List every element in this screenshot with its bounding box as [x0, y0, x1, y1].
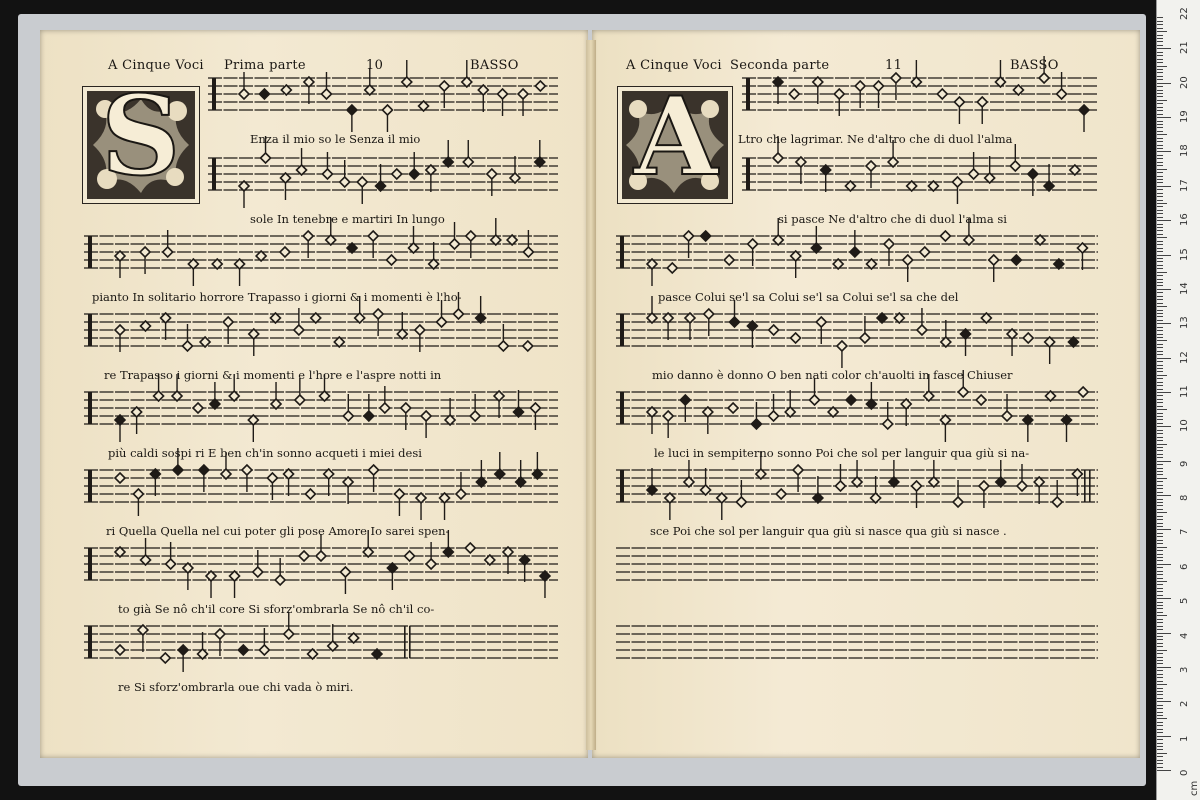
ruler-tick: [1157, 306, 1167, 307]
ruler-tick: [1157, 179, 1163, 180]
ruler-tick: [1157, 255, 1171, 256]
ruler-tick: [1157, 416, 1163, 417]
ruler-tick: [1157, 172, 1163, 173]
ruler-tick: [1157, 763, 1163, 764]
ruler-label: 1: [1179, 735, 1190, 742]
ruler-tick: [1157, 248, 1163, 249]
ruler-tick: [1157, 564, 1171, 565]
lyric-line: Enza il mio so le Senza il mio: [250, 132, 421, 146]
ruler-label: 17: [1179, 179, 1190, 192]
ruler-tick: [1157, 588, 1163, 589]
ruler-tick: [1157, 323, 1171, 324]
ruler-tick: [1157, 660, 1163, 661]
ruler-tick: [1157, 186, 1171, 187]
left-drop-cap-letter: S: [101, 71, 181, 200]
ruler-tick: [1157, 633, 1171, 634]
ruler-tick: [1157, 550, 1163, 551]
ruler-label: 0: [1179, 769, 1190, 776]
ruler-tick: [1157, 492, 1163, 493]
right-page-number: 11: [885, 58, 903, 73]
ruler-tick: [1157, 481, 1163, 482]
ruler-tick: [1157, 107, 1163, 108]
ruler-tick: [1157, 138, 1163, 139]
ruler-tick: [1157, 437, 1163, 438]
lyric-line: mio danno è donno O ben nati color ch'auolti in fasce Chiuser: [652, 368, 1013, 382]
ruler-tick: [1157, 21, 1163, 22]
ruler-tick: [1157, 602, 1163, 603]
staff: [742, 136, 1098, 204]
ruler-tick: [1157, 299, 1163, 300]
ruler-tick: [1157, 158, 1163, 159]
ruler-tick: [1157, 327, 1163, 328]
ruler-tick: [1157, 110, 1163, 111]
lyric-line: le luci in sempiterno sonno Poi che sol per languir qua giù si na-: [654, 446, 1030, 460]
ruler-tick: [1157, 93, 1163, 94]
ruler-tick: [1157, 502, 1163, 503]
ruler-tick: [1157, 237, 1167, 238]
right-header-title: A Cinque Voci: [626, 58, 722, 73]
ruler-tick: [1157, 96, 1163, 97]
ruler-tick: [1157, 674, 1163, 675]
ruler-label: 16: [1179, 213, 1190, 227]
ruler-tick: [1157, 365, 1163, 366]
ruler-tick: [1157, 244, 1163, 245]
ruler-tick: [1157, 334, 1163, 335]
ruler-tick: [1157, 368, 1163, 369]
ruler-tick: [1157, 330, 1163, 331]
ruler-tick: [1157, 316, 1163, 317]
ruler-tick: [1157, 261, 1163, 262]
ruler-tick: [1157, 79, 1163, 80]
ruler-tick: [1157, 670, 1163, 671]
ruler-tick: [1157, 361, 1163, 362]
ruler-tick: [1157, 351, 1163, 352]
ruler-tick: [1157, 629, 1163, 630]
ruler-tick: [1157, 344, 1163, 345]
ruler-tick: [1157, 770, 1171, 771]
ruler-tick: [1157, 203, 1167, 204]
ruler-tick: [1157, 430, 1163, 431]
ruler-tick: [1157, 677, 1163, 678]
ruler-tick: [1157, 499, 1163, 500]
ruler-tick: [1157, 663, 1163, 664]
ruler-tick: [1157, 35, 1163, 36]
staff: [84, 612, 558, 672]
ruler-tick: [1157, 608, 1163, 609]
ruler-tick: [1157, 485, 1163, 486]
ruler-tick: [1157, 736, 1171, 737]
ruler-tick: [1157, 189, 1163, 190]
ruler-tick: [1157, 474, 1163, 475]
ruler-tick: [1157, 131, 1163, 132]
staff: [742, 56, 1098, 132]
lyric-line: Ltro che lagrimar. Ne d'altro che di duol l'alma: [738, 132, 1013, 146]
ruler-tick: [1157, 145, 1163, 146]
lyric-line: re Trapasso i giorni & i momenti e l'hore e l'aspre notti in: [104, 368, 442, 382]
ruler-tick: [1157, 701, 1171, 702]
ruler-tick: [1157, 382, 1163, 383]
ruler-tick: [1157, 708, 1163, 709]
ruler-tick: [1157, 450, 1163, 451]
ruler-tick: [1157, 598, 1171, 599]
ruler-tick: [1157, 241, 1163, 242]
ruler-tick: [1157, 272, 1167, 273]
ruler-tick: [1157, 83, 1171, 84]
ruler-tick: [1157, 512, 1167, 513]
ruler-tick: [1157, 547, 1167, 548]
ruler-tick: [1157, 48, 1171, 49]
ruler-tick: [1157, 519, 1163, 520]
staff: [616, 626, 1098, 658]
ruler-tick: [1157, 385, 1163, 386]
ruler-tick: [1157, 206, 1163, 207]
ruler-tick: [1157, 639, 1163, 640]
ruler-tick: [1157, 55, 1163, 56]
lyric-line: si pasce Ne d'altro che di duol l'alma si: [778, 212, 1007, 226]
ruler-tick: [1157, 392, 1171, 393]
ruler-tick: [1157, 313, 1163, 314]
ruler-tick: [1157, 289, 1171, 290]
ruler-tick: [1157, 41, 1163, 42]
ruler-tick: [1157, 320, 1163, 321]
ruler-tick: [1157, 17, 1163, 18]
ruler-tick: [1157, 406, 1163, 407]
ruler-tick: [1157, 358, 1171, 359]
ruler-tick: [1157, 38, 1163, 39]
ruler-tick: [1157, 650, 1167, 651]
ruler-tick: [1157, 303, 1163, 304]
staff: [208, 60, 558, 132]
ruler-tick: [1157, 581, 1167, 582]
ruler-tick: [1157, 746, 1163, 747]
ruler-tick: [1157, 413, 1163, 414]
ruler-tick: [1157, 200, 1163, 201]
ruler-tick: [1157, 578, 1163, 579]
ruler-tick: [1157, 296, 1163, 297]
ruler-tick: [1157, 739, 1163, 740]
ruler-tick: [1157, 574, 1163, 575]
ruler-tick: [1157, 468, 1163, 469]
ruler-tick: [1157, 447, 1163, 448]
ruler-tick: [1157, 134, 1167, 135]
ruler-tick: [1157, 196, 1163, 197]
ruler-tick: [1157, 605, 1163, 606]
ruler-tick: [1157, 505, 1163, 506]
ruler-tick: [1157, 419, 1163, 420]
ruler-tick: [1157, 523, 1163, 524]
ruler-tick: [1157, 182, 1163, 183]
ruler-tick: [1157, 213, 1163, 214]
ruler-tick: [1157, 619, 1163, 620]
lyric-line: sole In tenebre e martiri In lungo: [250, 212, 445, 226]
lyric-line: più caldi sospi ri E ben ch'in sonno acqueti i miei desi: [108, 446, 422, 460]
ruler-tick: [1157, 612, 1163, 613]
ruler-tick: [1157, 148, 1163, 149]
left-page-number: 10: [366, 58, 384, 73]
ruler-tick: [1157, 543, 1163, 544]
ruler-tick: [1157, 533, 1163, 534]
ruler-tick: [1157, 224, 1163, 225]
ruler-tick: [1157, 141, 1163, 142]
ruler-tick: [1157, 347, 1163, 348]
ruler-tick: [1157, 292, 1163, 293]
ruler-tick: [1157, 626, 1163, 627]
ruler-tick: [1157, 464, 1163, 465]
ruler-label: 18: [1179, 144, 1190, 158]
ruler-tick: [1157, 310, 1163, 311]
staff: [616, 452, 1098, 520]
staff: [208, 136, 558, 208]
ruler-tick: [1157, 622, 1163, 623]
ruler-tick: [1157, 698, 1163, 699]
ruler-tick: [1157, 732, 1163, 733]
ruler-label: 9: [1179, 460, 1190, 467]
ruler-tick: [1157, 86, 1163, 87]
ruler-label: 12: [1179, 350, 1190, 364]
ruler-tick: [1157, 114, 1163, 115]
ruler-tick: [1157, 749, 1163, 750]
ruler-tick: [1157, 165, 1163, 166]
left-header-title: A Cinque Voci: [108, 58, 204, 73]
left-header-part: Prima parte: [224, 58, 306, 73]
ruler-tick: [1157, 371, 1163, 372]
ruler-tick: [1157, 69, 1163, 70]
left-header-voice: BASSO: [470, 58, 519, 73]
ruler-tick: [1157, 440, 1163, 441]
ruler-tick: [1157, 715, 1163, 716]
ruler-tick: [1157, 595, 1163, 596]
ruler-tick: [1157, 193, 1163, 194]
ruler-tick: [1157, 176, 1163, 177]
ruler-tick: [1157, 526, 1163, 527]
lyric-line: ri Quella Quella nel cui poter gli pose Amore Io sarei spen-: [106, 524, 450, 538]
ruler-tick: [1157, 516, 1163, 517]
ruler-label: 19: [1179, 110, 1190, 124]
ruler-tick: [1157, 72, 1163, 73]
ruler-tick: [1157, 725, 1163, 726]
ruler-label: 3: [1179, 666, 1190, 673]
ruler-tick: [1157, 667, 1171, 668]
ruler-tick: [1157, 653, 1163, 654]
ruler-tick: [1157, 567, 1163, 568]
ruler-tick: [1157, 234, 1163, 235]
ruler-tick: [1157, 52, 1163, 53]
ruler-tick: [1157, 45, 1163, 46]
ruler-label: 14: [1179, 282, 1190, 295]
ruler-tick: [1157, 536, 1163, 537]
ruler-tick: [1157, 285, 1163, 286]
ruler-tick: [1157, 258, 1163, 259]
ruler-tick: [1157, 103, 1163, 104]
ruler-tick: [1157, 399, 1163, 400]
ruler-tick: [1157, 444, 1167, 445]
right-header-part: Seconda parte: [730, 58, 830, 73]
lyric-line: pasce Colui se'l sa Colui se'l sa Colui se'l sa che del: [658, 290, 959, 304]
ruler-label: 20: [1179, 75, 1190, 89]
staff: [84, 374, 558, 442]
ruler-tick: [1157, 681, 1163, 682]
ruler-tick: [1157, 705, 1163, 706]
measurement-ruler: [1156, 0, 1200, 800]
ruler-tick: [1157, 375, 1167, 376]
ruler-tick: [1157, 423, 1163, 424]
ruler-tick: [1157, 615, 1167, 616]
ruler-tick: [1157, 657, 1163, 658]
ruler-tick: [1157, 591, 1163, 592]
ruler-tick: [1157, 155, 1163, 156]
ruler-tick: [1157, 251, 1163, 252]
ruler-tick: [1157, 151, 1171, 152]
ruler-tick: [1157, 217, 1163, 218]
ruler-label: 2: [1179, 700, 1190, 708]
ruler-label: 10: [1179, 419, 1190, 433]
ruler-tick: [1157, 340, 1167, 341]
ruler-tick: [1157, 433, 1163, 434]
ruler-label: 6: [1179, 563, 1190, 570]
ruler-tick: [1157, 117, 1171, 118]
ruler-tick: [1157, 378, 1163, 379]
ruler-tick: [1157, 694, 1163, 695]
right-header-voice: BASSO: [1010, 58, 1059, 73]
ruler-label: 22: [1179, 7, 1190, 20]
ruler-tick: [1157, 275, 1163, 276]
ruler-tick: [1157, 124, 1163, 125]
ruler-tick: [1157, 756, 1163, 757]
ruler-tick: [1157, 684, 1167, 685]
ruler-tick: [1157, 760, 1163, 761]
ruler-tick: [1157, 426, 1171, 427]
staff: [84, 530, 558, 598]
ruler-label: 15: [1179, 247, 1190, 261]
ruler-tick: [1157, 121, 1163, 122]
ruler-tick: [1157, 220, 1171, 221]
ruler-tick: [1157, 571, 1163, 572]
ruler-tick: [1157, 488, 1163, 489]
lyric-line: sce Poi che sol per languir qua giù si nasce qua giù si nasce .: [650, 524, 1007, 538]
ruler-tick: [1157, 691, 1163, 692]
ruler-tick: [1157, 402, 1163, 403]
ruler-tick: [1157, 457, 1163, 458]
ruler-tick: [1157, 100, 1167, 101]
ruler-tick: [1157, 59, 1163, 60]
right-drop-cap-letter: A: [634, 74, 718, 200]
ruler-tick: [1157, 722, 1163, 723]
ruler-tick: [1157, 712, 1163, 713]
ruler-tick: [1157, 354, 1163, 355]
ruler-tick: [1157, 279, 1163, 280]
ruler-label: 11: [1179, 385, 1190, 398]
ruler-tick: [1157, 729, 1163, 730]
ruler-tick: [1157, 28, 1163, 29]
ruler-tick: [1157, 62, 1163, 63]
ruler-label: 13: [1179, 316, 1190, 330]
ruler-label: 7: [1179, 529, 1190, 536]
ruler-tick: [1157, 389, 1163, 390]
ruler-tick: [1157, 169, 1167, 170]
ruler-tick: [1157, 718, 1167, 719]
ruler-tick: [1157, 409, 1167, 410]
ruler-tick: [1157, 127, 1163, 128]
ruler-tick: [1157, 636, 1163, 637]
ruler-tick: [1157, 495, 1171, 496]
staff: [84, 218, 558, 286]
ruler-tick: [1157, 337, 1163, 338]
ruler-tick: [1157, 162, 1163, 163]
ruler-tick: [1157, 540, 1163, 541]
ruler-tick: [1157, 66, 1167, 67]
ruler-tick: [1157, 90, 1163, 91]
ruler-tick: [1157, 743, 1163, 744]
ruler-tick: [1157, 529, 1171, 530]
ruler-tick: [1157, 509, 1163, 510]
ruler-tick: [1157, 767, 1163, 768]
ruler-tick: [1157, 31, 1167, 32]
ruler-tick: [1157, 282, 1163, 283]
ruler-tick: [1157, 753, 1167, 754]
ruler-tick: [1157, 560, 1163, 561]
lyric-line: pianto In solitario horrore Trapasso i giorni & i momenti è l'ho-: [92, 290, 462, 304]
ruler-tick: [1157, 268, 1163, 269]
ruler-tick: [1157, 646, 1163, 647]
ruler-tick: [1157, 230, 1163, 231]
ruler-tick: [1157, 461, 1171, 462]
ruler-label: 4: [1179, 632, 1190, 639]
ruler-tick: [1157, 265, 1163, 266]
ruler-label: 5: [1179, 597, 1190, 605]
ruler-tick: [1157, 643, 1163, 644]
ruler-label: 21: [1179, 41, 1190, 55]
ruler-tick: [1157, 688, 1163, 689]
lyric-line: to già Se nô ch'il core Si sforz'ombrarla Se nô ch'il co-: [118, 602, 435, 616]
ruler-tick: [1157, 24, 1163, 25]
staff: [616, 218, 1098, 286]
ruler-tick: [1157, 584, 1163, 585]
ruler-tick: [1157, 557, 1163, 558]
ruler-tick: [1157, 210, 1163, 211]
ruler-label: 8: [1179, 494, 1190, 502]
staff: [616, 296, 1098, 368]
ruler-tick: [1157, 471, 1163, 472]
ruler-tick: [1157, 227, 1163, 228]
lyric-line: re Si sforz'ombrarla oue chi vada ò miri.: [118, 680, 354, 694]
ruler-unit: cm: [1189, 780, 1200, 796]
ruler-tick: [1157, 395, 1163, 396]
ruler-tick: [1157, 454, 1163, 455]
ruler-tick: [1157, 478, 1167, 479]
ruler-tick: [1157, 76, 1163, 77]
staff: [616, 548, 1098, 580]
ruler-tick: [1157, 554, 1163, 555]
